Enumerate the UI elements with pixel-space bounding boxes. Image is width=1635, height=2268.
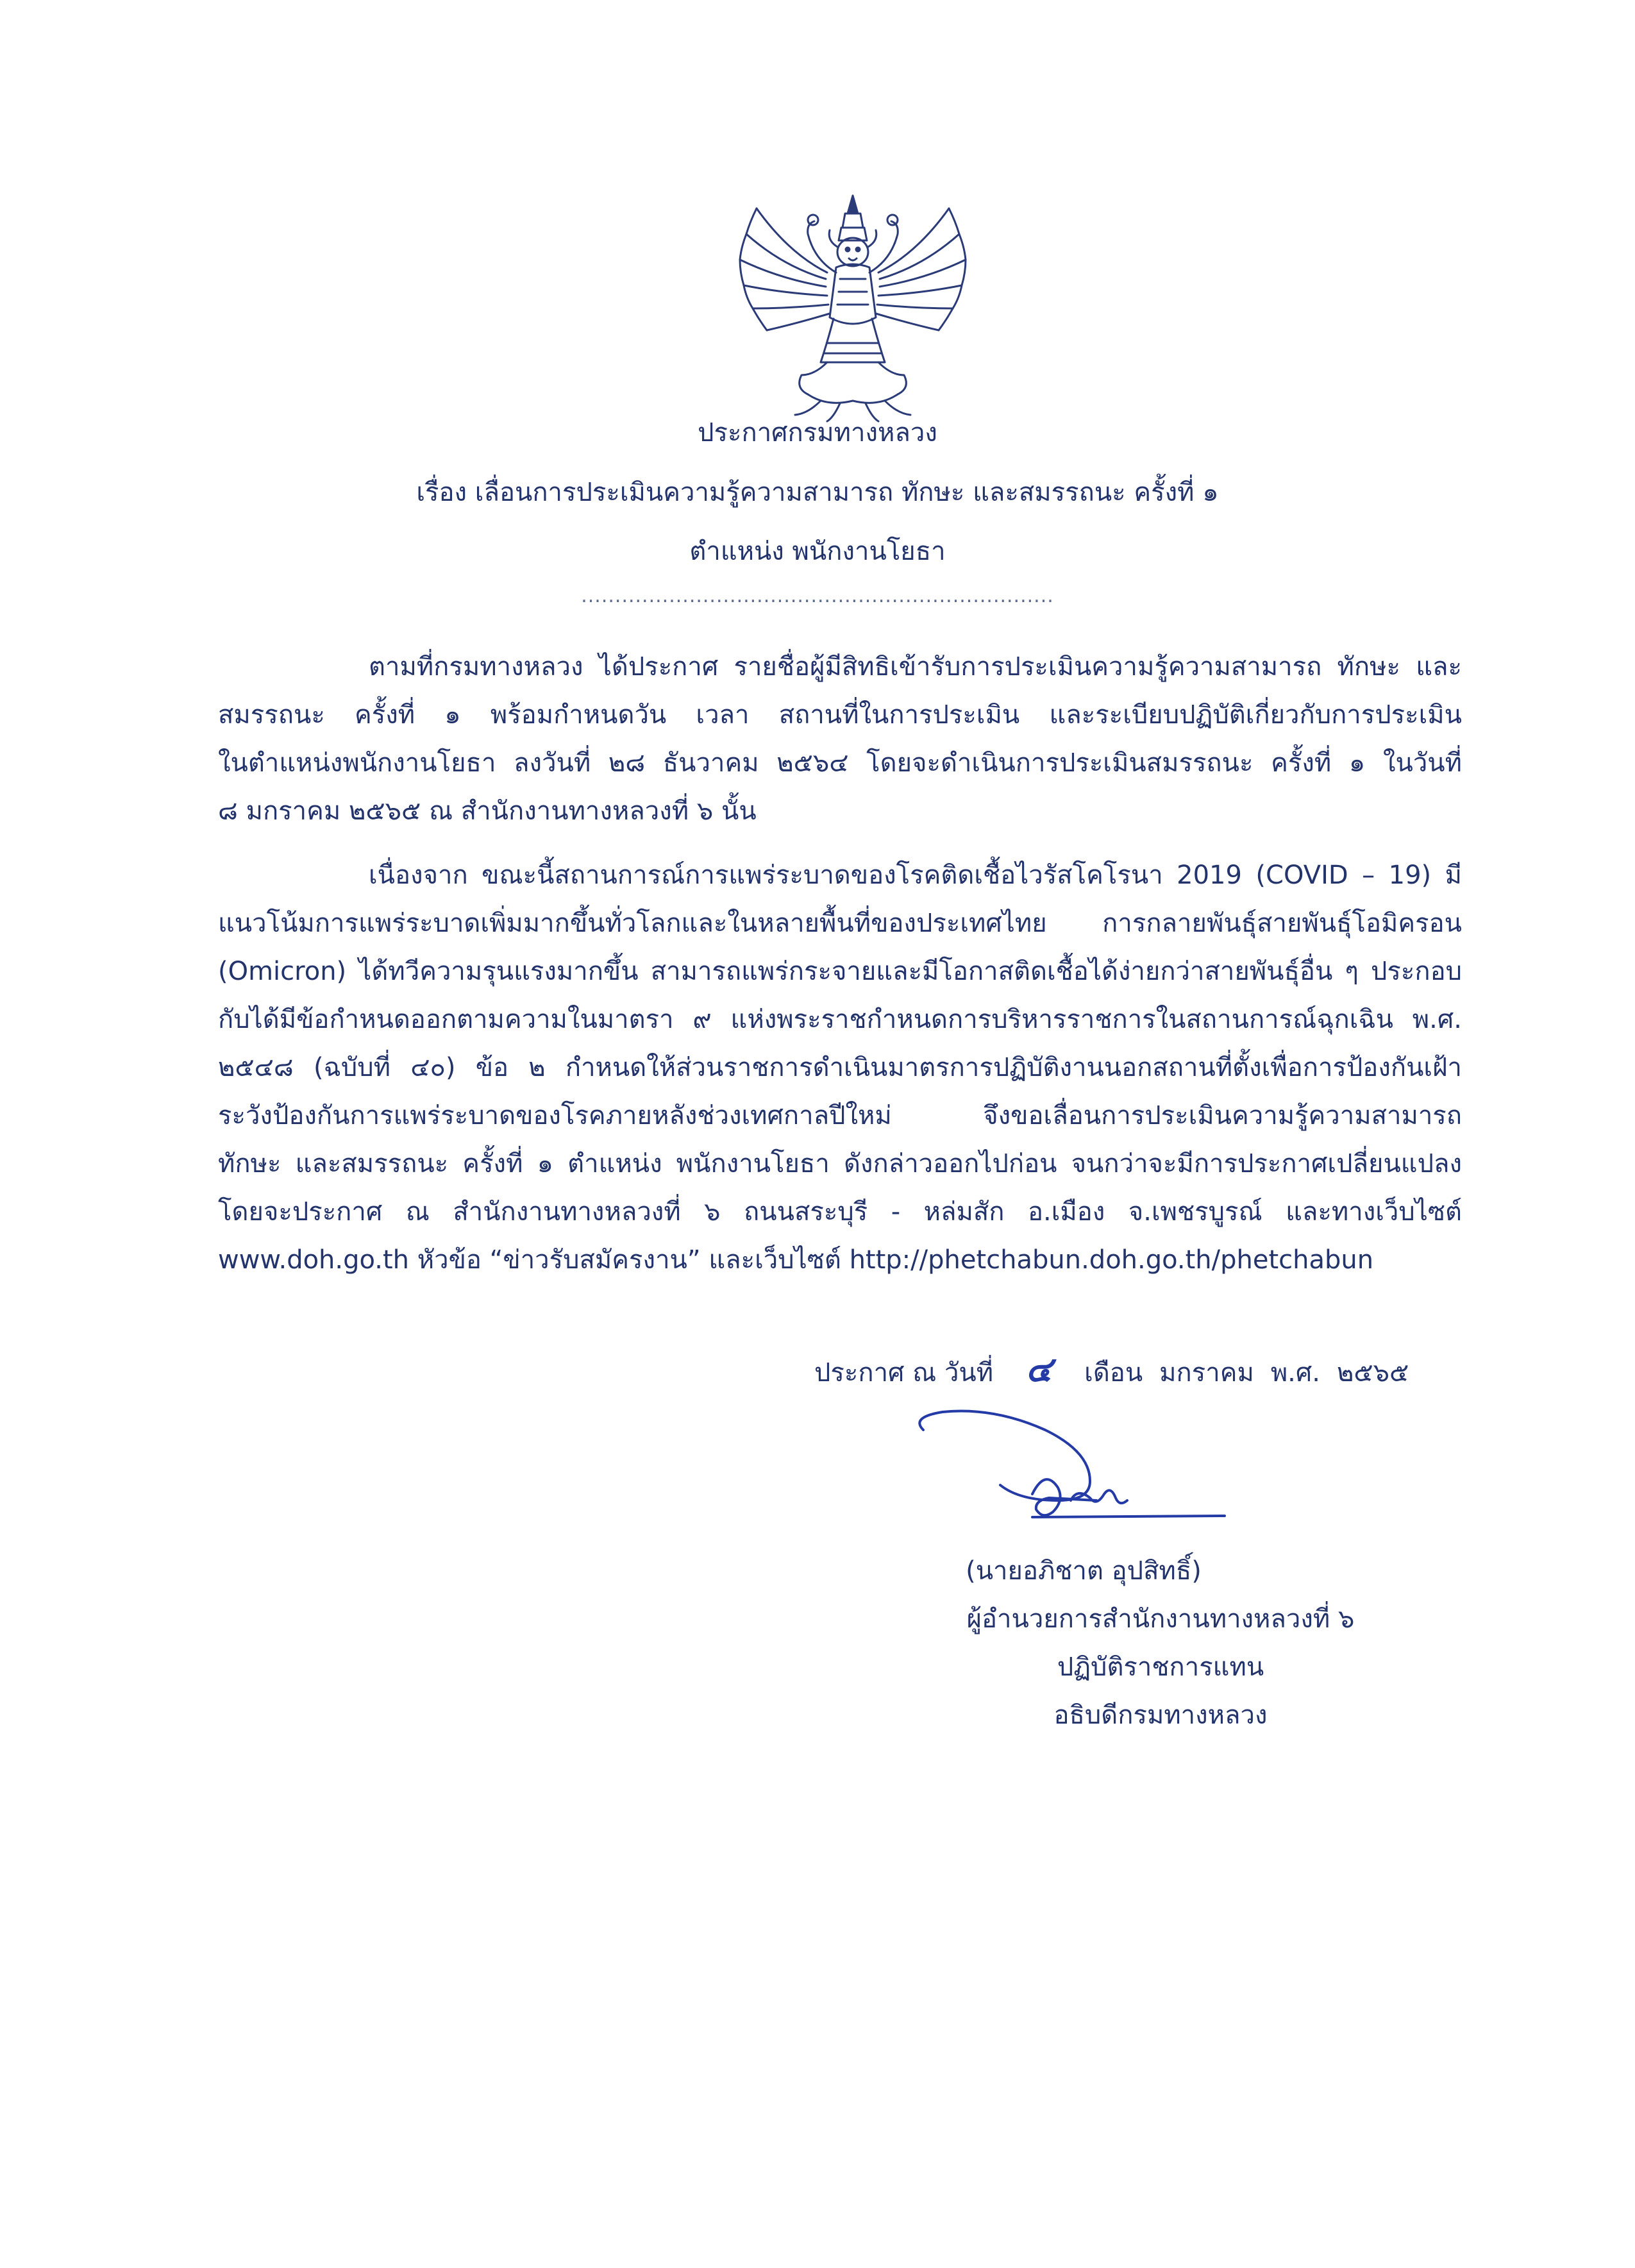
paragraph-2-line: ระวังป้องกันการแพร่ระบาดของโรคภายหลังช่วงเทศกาลปีใหม่ จึงขอเลื่อนการประเมินความรู้ความสามารถ xyxy=(218,1101,1462,1130)
signer-acting-line: ปฏิบัติราชการแทน xyxy=(1057,1652,1264,1682)
announcement-date xyxy=(814,1350,1409,1392)
signer-on-behalf: อธิบดีกรมทางหลวง xyxy=(1053,1701,1268,1730)
paragraph-2-line: ทักษะ และสมรรถนะ ครั้งที่ ๑ ตำแหน่ง พนักงานโยธา ดังกล่าวออกไปก่อน จนกว่าจะมีการประกาศเปลี่ยนแปลง xyxy=(218,1149,1462,1179)
signer-name: (นายอภิชาต อุปสิทธิ์) xyxy=(966,1556,1202,1586)
announcement-date-prefix: ประกาศ ณ วันที่ xyxy=(814,1358,994,1388)
paragraph-1-line: ตามที่กรมทางหลวง ได้ประกาศ รายชื่อผู้มีสิทธิเข้ารับการประเมินความรู้ความสามารถ ทักษะ และ xyxy=(369,652,1462,682)
handwritten-signature xyxy=(904,1404,1250,1558)
announcement-org-title: ประกาศกรมทางหลวง xyxy=(698,418,937,448)
announcement-subject: เรื่อง เลื่อนการประเมินความรู้ความสามารถ ทักษะ และสมรรถนะ ครั้งที่ ๑ xyxy=(416,478,1219,507)
announcement-year-label: พ.ศ. xyxy=(1270,1358,1320,1388)
header-divider: ...................................................................... xyxy=(581,585,1054,607)
paragraph-2-line: เนื่องจาก ขณะนี้สถานการณ์การแพร่ระบาดของโรคติดเชื้อไวรัสโคโรนา 2019 (COVID – 19) มี xyxy=(369,861,1462,890)
announcement-day: ๔ xyxy=(1025,1348,1052,1390)
paragraph-2-line: ๒๕๔๘ (ฉบับที่ ๔๐) ข้อ ๒ กำหนดให้ส่วนราชการดำเนินมาตรการปฏิบัติงานนอกสถานที่ตั้งเพื่อการป้องกันเฝ้า xyxy=(218,1053,1462,1082)
paragraph-1-line: ๘ มกราคม ๒๕๖๕ ณ สำนักงานทางหลวงที่ ๖ นั้น xyxy=(218,796,757,826)
paragraph-2-line: กับได้มีข้อกำหนดออกตามความในมาตรา ๙ แห่งพระราชกำหนดการบริหารราชการในสถานการณ์ฉุกเฉิน พ.ศ. xyxy=(218,1005,1462,1034)
announcement-year: ๒๕๖๕ xyxy=(1337,1358,1409,1388)
paragraph-2-line: แนวโน้มการแพร่ระบาดเพิ่มมากขึ้นทั่วโลกและในหลายพื้นที่ของประเทศไทย การกลายพันธุ์สายพันธุ์โอมิครอน xyxy=(218,909,1462,938)
signer-title: ผู้อำนวยการสำนักงานทางหลวงที่ ๖ xyxy=(966,1604,1355,1634)
announcement-month: มกราคม xyxy=(1159,1358,1254,1388)
paragraph-2-line: www.doh.go.th หัวข้อ “ข่าวรับสมัครงาน” และเว็บไซต์ http://phetchabun.doh.go.th/phetchabun xyxy=(218,1245,1374,1275)
paragraph-1-line: สมรรถนะ ครั้งที่ ๑ พร้อมกำหนดวัน เวลา สถานที่ในการประเมิน และระเบียบปฏิบัติเกี่ยวกับการประเมิน xyxy=(218,700,1462,730)
announcement-month-label: เดือน xyxy=(1084,1358,1143,1388)
paragraph-1-line: ในตำแหน่งพนักงานโยธา ลงวันที่ ๒๘ ธันวาคม ๒๕๖๔ โดยจะดำเนินการประเมินสมรรถนะ ครั้งที่ ๑ ในวันที่ xyxy=(218,748,1462,778)
paragraph-2-line: (Omicron) ได้ทวีความรุนแรงมากขึ้น สามารถแพร่กระจายและมีโอกาสติดเชื้อได้ง่ายกว่าสายพันธุ์อื่น ๆ ประกอบ xyxy=(218,957,1462,986)
announcement-position: ตำแหน่ง พนักงานโยธา xyxy=(689,537,946,566)
garuda-emblem xyxy=(731,183,975,426)
paragraph-2-line: โดยจะประกาศ ณ สำนักงานทางหลวงที่ ๖ ถนนสระบุรี - หล่มสัก อ.เมือง จ.เพชรบูรณ์ และทางเว็บไซต์ xyxy=(218,1197,1462,1227)
